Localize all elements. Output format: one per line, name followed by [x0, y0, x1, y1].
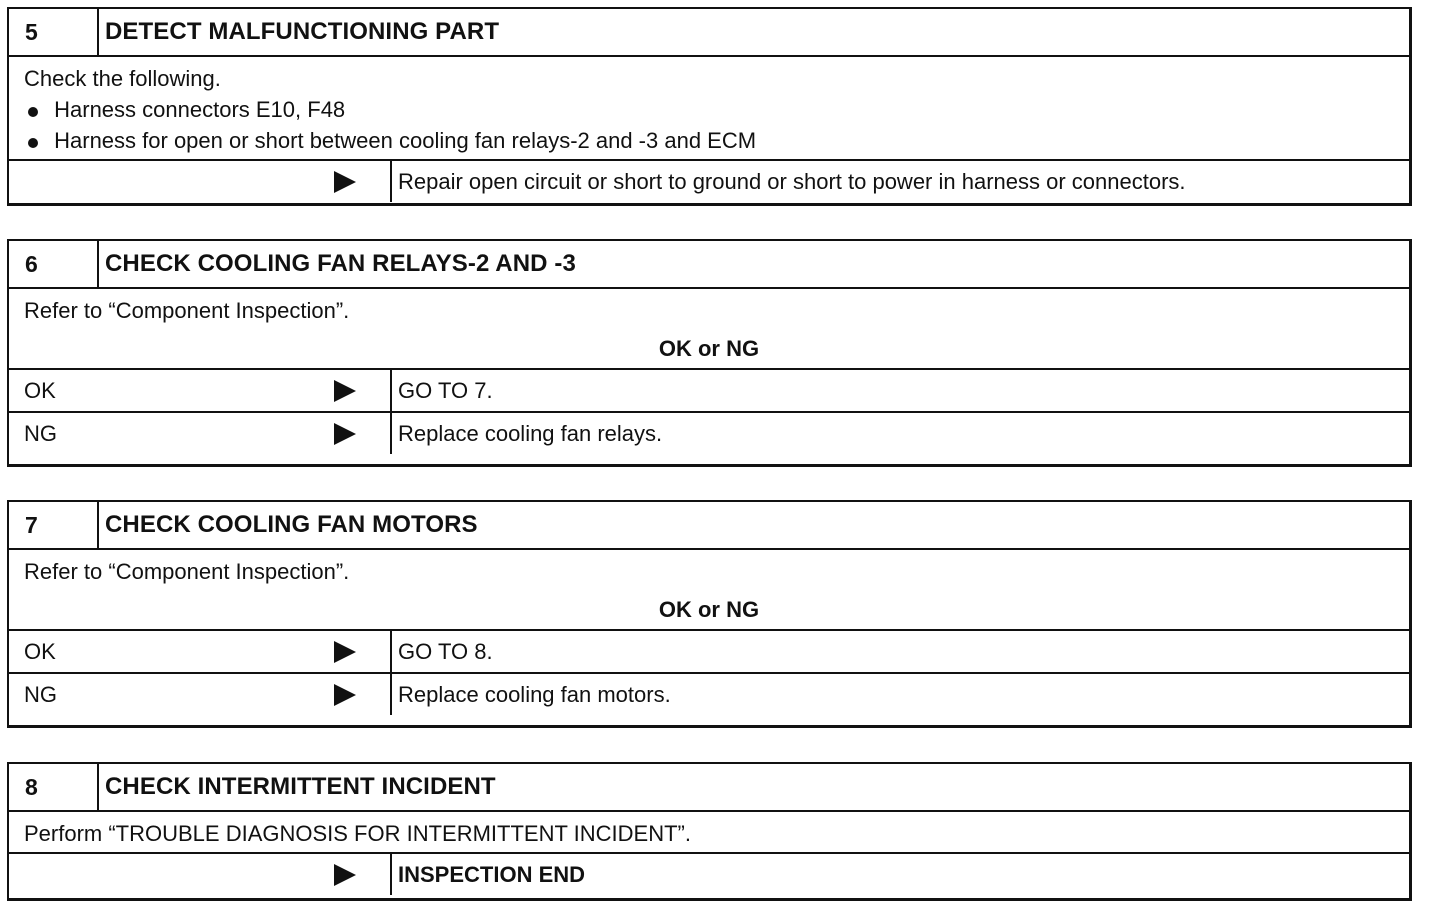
step-title: CHECK COOLING FAN MOTORS	[105, 511, 478, 538]
ok-or-ng-heading: OK or NG	[658, 597, 760, 622]
step-intro: Perform “TROUBLE DIAGNOSIS FOR INTERMITTENT INCIDENT”.	[24, 821, 691, 846]
arrow-right-icon	[334, 864, 356, 886]
result-action: GO TO 8.	[398, 638, 493, 664]
result-label: NG	[24, 420, 57, 446]
step-title: CHECK COOLING FAN RELAYS-2 AND -3	[105, 250, 576, 277]
ok-or-ng-heading: OK or NG	[658, 336, 760, 361]
step-header	[9, 502, 1409, 548]
step-body	[9, 548, 1409, 591]
result-label: NG	[24, 681, 57, 707]
step-7	[7, 500, 1412, 728]
step-body	[9, 810, 1409, 852]
bullet-item	[24, 125, 1394, 156]
result-action: Repair open circuit or short to ground or short to power in harness or connectors.	[398, 168, 1186, 194]
step-header	[9, 241, 1409, 287]
result-label: OK	[24, 377, 56, 403]
arrow-right-icon	[334, 684, 356, 706]
arrow-right-icon	[334, 641, 356, 663]
result-row-ok	[9, 629, 1409, 672]
result-row-ng	[9, 411, 1409, 454]
result-condition	[9, 413, 392, 454]
step-intro: Refer to “Component Inspection”.	[24, 559, 350, 584]
bullet-icon	[28, 138, 38, 148]
result-row-ok	[9, 368, 1409, 411]
bullet-item	[24, 94, 1394, 125]
step-intro: Refer to “Component Inspection”.	[24, 298, 350, 323]
bullet-text: Harness connectors E10, F48	[54, 97, 346, 122]
step-header	[9, 9, 1409, 55]
step-number: 5	[9, 9, 99, 55]
result-condition	[9, 370, 392, 411]
result-condition	[9, 631, 392, 672]
result-label: OK	[24, 638, 56, 664]
step-8	[7, 762, 1412, 901]
bullet-icon	[28, 107, 38, 117]
result-action: GO TO 7.	[398, 377, 493, 403]
result-row-ng	[9, 672, 1409, 715]
result-condition	[9, 854, 392, 895]
arrow-right-icon	[334, 423, 356, 445]
result-action: INSPECTION END	[398, 861, 586, 887]
result-row	[9, 159, 1409, 202]
step-title: DETECT MALFUNCTIONING PART	[105, 18, 500, 45]
step-header	[9, 764, 1409, 810]
result-condition	[9, 161, 392, 202]
step-number: 6	[9, 241, 99, 287]
step-5	[7, 7, 1412, 206]
result-action: Replace cooling fan motors.	[398, 681, 671, 707]
result-row	[9, 852, 1409, 895]
arrow-right-icon	[334, 380, 356, 402]
arrow-right-icon	[334, 171, 356, 193]
step-body	[9, 287, 1409, 330]
step-intro: Check the following.	[24, 66, 221, 91]
step-6	[7, 239, 1412, 467]
bullet-text: Harness for open or short between cooling fan relays-2 and -3 and ECM	[54, 128, 757, 153]
step-number: 8	[9, 764, 99, 810]
step-number: 7	[9, 502, 99, 548]
step-body	[9, 55, 1409, 159]
step-title: CHECK INTERMITTENT INCIDENT	[105, 773, 496, 800]
result-condition	[9, 674, 392, 715]
result-action: Replace cooling fan relays.	[398, 420, 663, 446]
